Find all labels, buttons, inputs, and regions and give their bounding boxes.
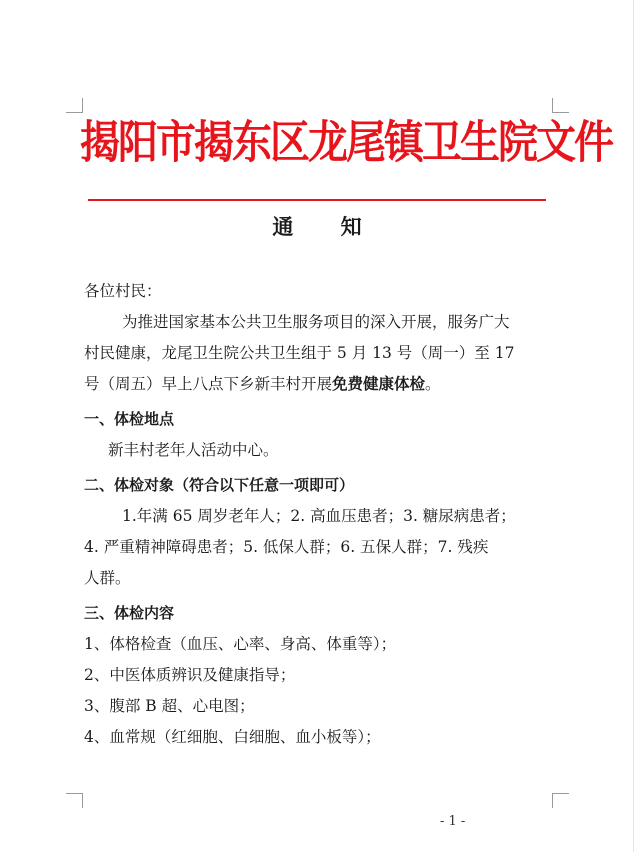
greeting: 各位村民： [84,282,162,300]
organization-title: 揭阳市揭东区龙尾镇卫生院文件 [80,116,612,169]
intro-line-3-end: 。 [425,375,441,393]
intro-line-1: 为推进国家基本公共卫生服务项目的深入开展，服务广大 [122,313,510,331]
intro-line-2: 村民健康，龙尾卫生院公共卫生组于 5 月 13 号（周一）至 17 [84,344,515,362]
intro-line-3-text: 号（周五）早上八点下乡新丰村开展 [84,375,333,393]
red-header-rule [88,199,546,201]
section-1-heading: 一、体检地点 [84,410,175,428]
section-3-item-1: 1、体格检查（血压、心率、身高、体重等）； [84,635,397,653]
section-1-text: 新丰村老年人活动中心。 [108,441,279,459]
intro-line-3 [84,369,554,400]
section-2-heading: 二、体检对象（符合以下任意一项即可） [84,476,355,494]
section-2-line-3: 人群。 [84,569,131,587]
section-3-item-3: 3、腹部 B 超、心电图； [84,697,255,715]
notice-title: 通 知 [272,215,382,239]
section-3-item-2: 2、中医体质辨识及健康指导； [84,666,296,684]
section-3-item-4: 4、血常规（红细胞、白细胞、血小板等）； [84,728,381,746]
crop-mark-bottom-left [66,793,83,808]
page-number: - 1 - [440,814,466,829]
free-checkup-emphasis: 免费健康体检 [332,375,426,393]
crop-mark-bottom-right [552,793,569,808]
section-2-line-1: 1.年满 65 周岁老年人；2. 高血压患者；3. 糖尿病患者； [122,507,516,525]
section-3-heading: 三、体检内容 [84,604,175,622]
section-2-line-2: 4. 严重精神障碍患者；5. 低保人群；6. 五保人群；7. 残疾 [84,538,489,556]
document-body [84,276,554,753]
crop-mark-top-right [552,98,569,113]
